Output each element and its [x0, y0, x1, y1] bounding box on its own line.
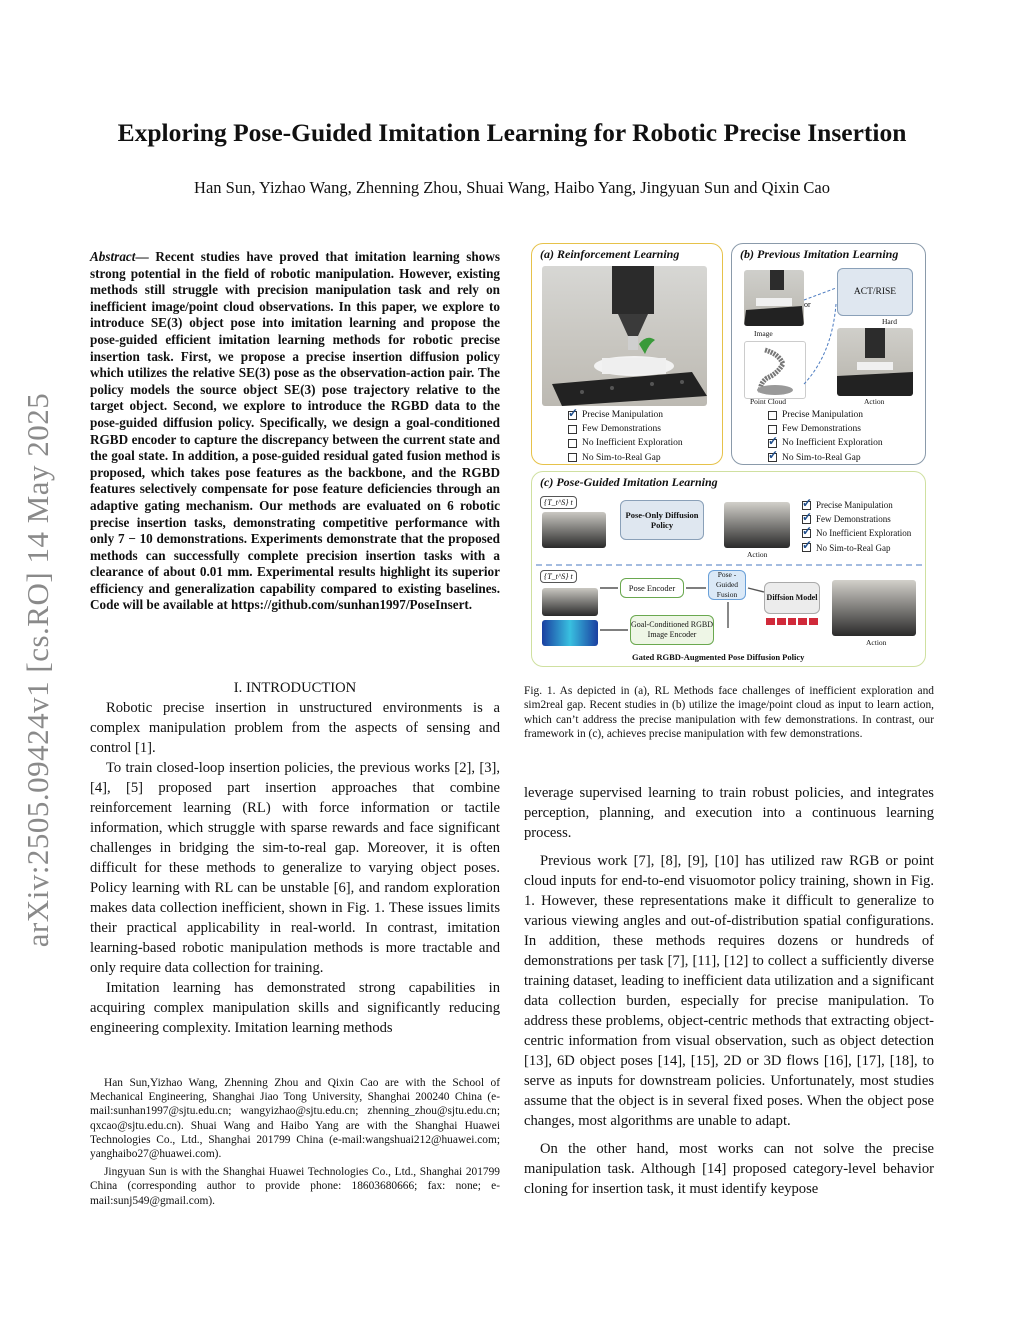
- arxiv-identifier: arXiv:2505.09424v1 [cs.RO] 14 May 2025: [20, 392, 55, 948]
- action-label-c1: Action: [747, 550, 768, 559]
- footnote-affiliations: Han Sun,Yizhao Wang, Zhenning Zhou and Qixin Cao are with the School of Mechanical Engineering, Shanghai Jiao Tong University, Shanghai 200240 China (e-mail:sunhan1997@sjtu.edu.cn; wangyizhao@sjtu.edu.cn; zhenning_zhou@sjtu.edu.cn; qxcao@sjtu.edu.cn). Shuai Wang and Haibo Yang are with the Shanghai Huawei Technologies Co., Ltd., Shanghai 201799 China (e-mail:wangshuai212@huawei.com; yanghaibo27@huawei.com).: [90, 1077, 500, 1161]
- paragraph: On the other hand, most works can not solve the precise manipulation task. Although [14] proposed category-level behavior cloning for insertion task, it must identify keypose: [524, 1141, 934, 1197]
- checkbox-icon: [802, 543, 811, 552]
- depth-image-photo: [542, 620, 598, 646]
- action-photo: [837, 328, 913, 396]
- robot-action-icon: [837, 328, 913, 396]
- pose-encoder-box: Pose Encoder: [620, 578, 684, 598]
- pose-only-action-photo: [724, 502, 790, 548]
- pose-input-photo: [542, 512, 606, 548]
- right-column-text: [524, 783, 934, 1207]
- pose-only-diffusion-box: Pose-Only Diffusion Policy: [620, 500, 704, 540]
- checkbox-icon: [768, 453, 777, 462]
- abstract-label: Abstract: [90, 249, 136, 264]
- footnote-corresponding: Jingyuan Sun is with the Shanghai Huawei Technologies Co., Ltd., Shanghai 201799 China (corresponding author to provide phone: 18603680666; fax: none; e-mail:sunj549@gmail.com).: [90, 1166, 500, 1207]
- image-label: Image: [754, 329, 773, 338]
- paragraph: Robotic precise insertion in unstructured environments is a complex manipulation problem from the aspects of sensing and control [1].: [90, 700, 500, 756]
- check-item: ✓ Precise Manipulation: [802, 498, 911, 512]
- abstract-text: Recent studies have proved that imitation learning shows strong potential in the field of robotic manipulation. However, existing methods still struggle with precision manipulation task and rely on inefficient image/point cloud observations. In this paper, we explore to introduce SE(3) object pose into imitation learning and propose the pose-guided efficient imitation learning methods for robotic precise insertion task. First, we propose a precise insertion diffusion policy which utilizes the relative SE(3) pose as the observation-action pair. The policy models the source object SE(3) pose trajectory relative to the target object. Second, we explore to introduce the RGBD data to the pose-guided diffusion policy. Specifically, we design a goal-conditioned RGBD encoder to capture the discrepancy between the current state and the goal state. In addition, a pose-guided residual gated fusion method is proposed, which takes pose features as the backbone, and the RGBD features selectively compensate for pose feature deficiencies through an adaptive gating mechanism. Our methods are evaluated on 6 robotic precise insertion tasks, demonstrating competitive performance with only 7 − 10 demonstrations. Experiments demonstrate that the proposed methods can successfully complete precision insertion tasks with a clearance of about 0.01 mm. Experimental results highlight its superior efficiency and generalization capability compared to existing baselines. Code will be available at https://github.com/sunhan1997/PoseInsert.: [90, 249, 501, 613]
- hard-label: Hard: [882, 317, 897, 326]
- checkbox-icon: [768, 425, 777, 434]
- check-item: ✓ No Sim-to-Real Gap: [768, 451, 883, 465]
- pose-guided-fusion-box: Pose -Guided Fusion: [708, 570, 746, 600]
- checkbox-icon: [802, 515, 811, 524]
- check-item: ✓ No Inefficient Exploration: [768, 436, 883, 450]
- pose-sequence-tag: {T_t^S} t: [540, 496, 577, 509]
- token: [809, 618, 818, 625]
- checklist-a: [568, 408, 683, 465]
- check-item: No Inefficient Exploration: [568, 436, 683, 450]
- checklist-c: [802, 498, 911, 555]
- pose-sequence-tag-2: {T_t^S} t: [540, 570, 577, 583]
- abstract: [90, 249, 500, 614]
- checkbox-icon: [568, 453, 577, 462]
- rl-robot-photo: [542, 266, 707, 406]
- gated-action-photo: [832, 580, 916, 636]
- point-cloud-icon: [745, 342, 805, 398]
- figure-caption: Fig. 1. As depicted in (a), RL Methods face challenges of inefficient exploration and sim2real gap. Recent studies in (b) utilize the image/point cloud as input to learn action, which can’t address the precise manipulation with few demonstrations. In contrast, our framework in (c), achieves precise manipulation with few demonstrations.: [524, 685, 934, 741]
- check-item: Few Demonstrations: [568, 422, 683, 436]
- panel-b-title: (b) Previous Imitation Learning: [740, 247, 899, 261]
- act-rise-box: ACT/RISE: [837, 268, 913, 316]
- panel-pose-guided-imitation-learning: [531, 471, 926, 667]
- gated-pose-photo: [542, 588, 598, 616]
- point-cloud-photo: [744, 341, 806, 399]
- footnotes: [90, 1076, 500, 1212]
- panel-reinforcement-learning: [531, 243, 723, 465]
- paragraph: Imitation learning has demonstrated strong capabilities in acquiring complex manipulation skills and significantly reducing engineering complexity. Imitation learning methods: [90, 980, 500, 1036]
- check-item: Precise Manipulation: [768, 408, 883, 422]
- panel-c-title: (c) Pose-Guided Imitation Learning: [540, 475, 718, 489]
- check-item: ✓ Precise Manipulation: [568, 408, 683, 422]
- rgbd-encoder-box: Goal-Conditioned RGBD Image Encoder: [630, 615, 714, 645]
- checkbox-icon: [768, 439, 777, 448]
- abstract-dash: —: [135, 249, 156, 264]
- check-item: No Sim-to-Real Gap: [568, 451, 683, 465]
- checkbox-icon: [768, 411, 777, 420]
- paper-title: Exploring Pose-Guided Imitation Learning for Robotic Precise Insertion: [117, 118, 907, 147]
- panel-previous-imitation-learning: [731, 243, 926, 465]
- image-input-photo: [744, 270, 804, 326]
- paragraph: leverage supervised learning to train robust policies, and integrates perception, planning, and execution into a continuous learning process.: [524, 785, 934, 841]
- action-label-c2: Action: [866, 638, 887, 647]
- check-item: Few Demonstrations: [768, 422, 883, 436]
- paragraph: Previous work [7], [8], [9], [10] has utilized raw RGB or point cloud inputs for end-to-end visuomotor policy training, shown in Fig. 1. However, these representations make it difficult to generalize to various viewing angles and out-of-distribution spatial configurations. In addition, these methods requires dozens or hundreds of demonstrations per task [7], [11], [12] to collect a sufficiently diverse training dataset, leading to inefficient data utilization and a significant data collection burden, especially for precise manipulation. To address these problems, object-centric methods that extracting object-centric information from visual observation, such as object detection [13], 6D object poses [14], [15], 2D or 3D flows [16], [17], [18], to serve as inputs for downstream policies. Unfortunately, most studies assume that the object is in several fixed poses. When the object pose changes, most algorithms are unable to adapt.: [524, 853, 934, 1129]
- figure-1: [531, 243, 927, 669]
- paragraph: To train closed-loop insertion policies, the previous works [2], [3], [4], [5] proposed part insertion approaches that combine reinforcement learning (RL) with force information or tactile information, which struggle with sparse rewards and face significant challenges in bridging the sim-to-real gap. Moreover, it is often difficult for these methods to generalize to varying object poses. Policy learning with RL can be unstable [6], and random exploration makes data collection inefficient, shown in Fig. 1. These issues limits their practical applicability in real-world. In contrast, imitation learning-based robotic manipulation methods is more tractable and only require data collection for training.: [90, 760, 500, 976]
- dashed-arrows: [802, 274, 842, 394]
- check-item: ✓ No Inefficient Exploration: [802, 526, 911, 540]
- checkbox-icon: [568, 439, 577, 448]
- robot-image-icon: [744, 270, 804, 326]
- author-list: Han Sun, Yizhao Wang, Zhenning Zhou, Shuai Wang, Haibo Yang, Jingyuan Sun and Qixin Cao: [194, 178, 830, 197]
- checkbox-icon: [802, 501, 811, 510]
- section-heading: I. INTRODUCTION: [233, 680, 357, 696]
- panel-a-title: (a) Reinforcement Learning: [540, 247, 680, 261]
- check-item: ✓ No Sim-to-Real Gap: [802, 541, 911, 555]
- token: [798, 618, 807, 625]
- robot-insertion-illustration: [542, 266, 707, 406]
- action-label: Action: [864, 397, 885, 406]
- checkbox-icon: [802, 529, 811, 538]
- point-cloud-label: Point Cloud: [750, 397, 787, 406]
- diffusion-model-box: Diffsion Model: [764, 582, 820, 614]
- or-label: or: [804, 300, 811, 309]
- flow-arrows: [592, 568, 792, 648]
- check-item: ✓ Few Demonstrations: [802, 512, 911, 526]
- gated-policy-label: Gated RGBD-Augmented Pose Diffusion Policy: [632, 652, 805, 662]
- checklist-b: [768, 408, 883, 465]
- checkbox-icon: [568, 425, 577, 434]
- introduction-section: [90, 678, 500, 1038]
- checkbox-icon: [568, 411, 577, 420]
